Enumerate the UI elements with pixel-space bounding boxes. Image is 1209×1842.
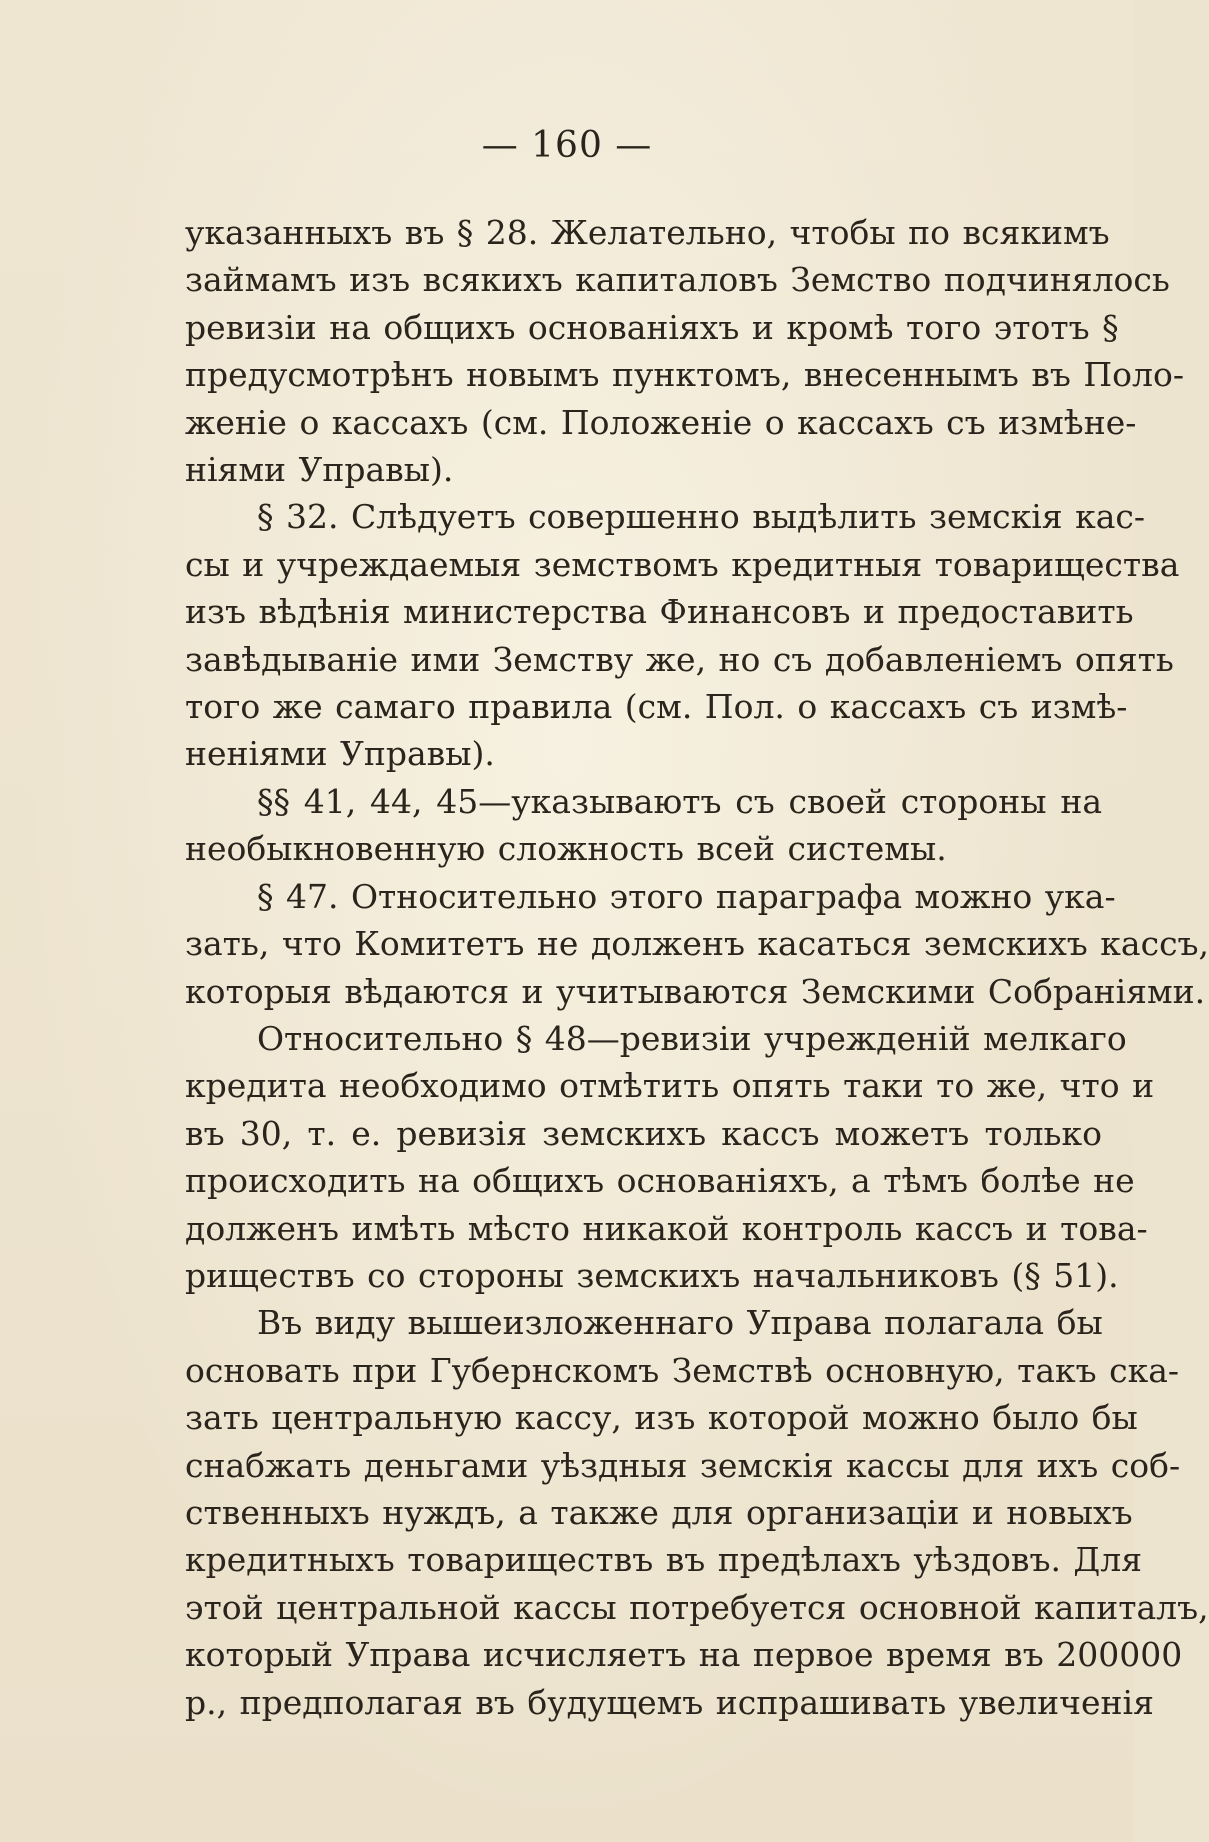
paragraph: [185, 493, 1180, 777]
body-text: [185, 209, 1209, 1726]
paragraph: [185, 1015, 1155, 1299]
paragraph: [185, 1299, 1209, 1726]
text-line: ніями Управы).: [185, 450, 454, 490]
text-line: который Управа исчисляетъ на первое время въ 200000: [185, 1635, 1183, 1675]
text-line: происходить на общихъ основаніяхъ, а тѣмъ болѣе не: [185, 1161, 1135, 1201]
text-line: завѣдываніе ими Земству же, но съ добавленіемъ опять: [185, 639, 1174, 679]
text-line: зать центральную кассу, изъ которой можно было бы: [185, 1398, 1138, 1438]
text-line: зать, что Комитетъ не долженъ касаться земскихъ кассъ,: [185, 924, 1209, 964]
text-line: займамъ изъ всякихъ капиталовъ Земство подчинялось: [185, 260, 1170, 300]
text-line: въ 30, т. е. ревизія земскихъ кассъ можетъ только: [185, 1113, 1102, 1153]
text-line: предусмотрѣнъ новымъ пунктомъ, внесеннымъ въ Поло-: [185, 355, 1185, 395]
text-line: Относительно § 48—ревизіи учрежденій мелкаго: [257, 1018, 1127, 1058]
paragraph: [185, 778, 1102, 873]
paragraph: [185, 873, 1209, 1015]
text-line: § 47. Относительно этого параграфа можно ука-: [257, 876, 1116, 916]
text-line: женіе о кассахъ (см. Положеніе о кассахъ съ измѣне-: [185, 402, 1137, 442]
text-line: риществъ со стороны земскихъ начальниковъ (§ 51).: [185, 1255, 1119, 1295]
text-line: р., предполагая въ будущемъ испрашивать увеличенія: [185, 1682, 1154, 1722]
text-line: ревизіи на общихъ основаніяхъ и кромѣ того этотъ §: [185, 307, 1119, 347]
text-line: основать при Губернскомъ Земствѣ основную, такъ ска-: [185, 1350, 1180, 1390]
text-line: долженъ имѣть мѣсто никакой контроль кассъ и това-: [185, 1208, 1148, 1248]
text-line: § 32. Слѣдуетъ совершенно выдѣлить земскія кас-: [257, 497, 1146, 537]
text-line: которыя вѣдаются и учитываются Земскими Собраніями.: [185, 971, 1206, 1011]
text-line: сы и учреждаемыя земствомъ кредитныя товарищества: [185, 544, 1180, 584]
text-line: необыкновенную сложность всей системы.: [185, 829, 947, 869]
text-line: §§ 41, 44, 45—указываютъ съ своей стороны на: [257, 781, 1102, 821]
page-number: — 160 —: [481, 125, 653, 166]
text-line: неніями Управы).: [185, 734, 495, 774]
text-line: указанныхъ въ § 28. Желательно, чтобы по всякимъ: [185, 213, 1110, 252]
paragraph: [185, 209, 1185, 493]
text-line: изъ вѣдѣнія министерства Финансовъ и предоставить: [185, 592, 1134, 632]
text-line: этой центральной кассы потребуется основной капиталъ,: [185, 1587, 1209, 1627]
text-line: Въ виду вышеизложеннаго Управа полагала бы: [257, 1303, 1103, 1343]
text-line: ственныхъ нуждъ, а также для организаціи и новыхъ: [185, 1492, 1133, 1532]
text-line: снабжать деньгами уѣздныя земскія кассы для ихъ соб-: [185, 1445, 1181, 1485]
text-line: того же самаго правила (см. Пол. о кассахъ съ измѣ-: [185, 687, 1128, 727]
text-line: кредитныхъ товариществъ въ предѣлахъ уѣздовъ. Для: [185, 1540, 1143, 1580]
text-line: кредита необходимо отмѣтить опять таки то же, что и: [185, 1066, 1155, 1106]
